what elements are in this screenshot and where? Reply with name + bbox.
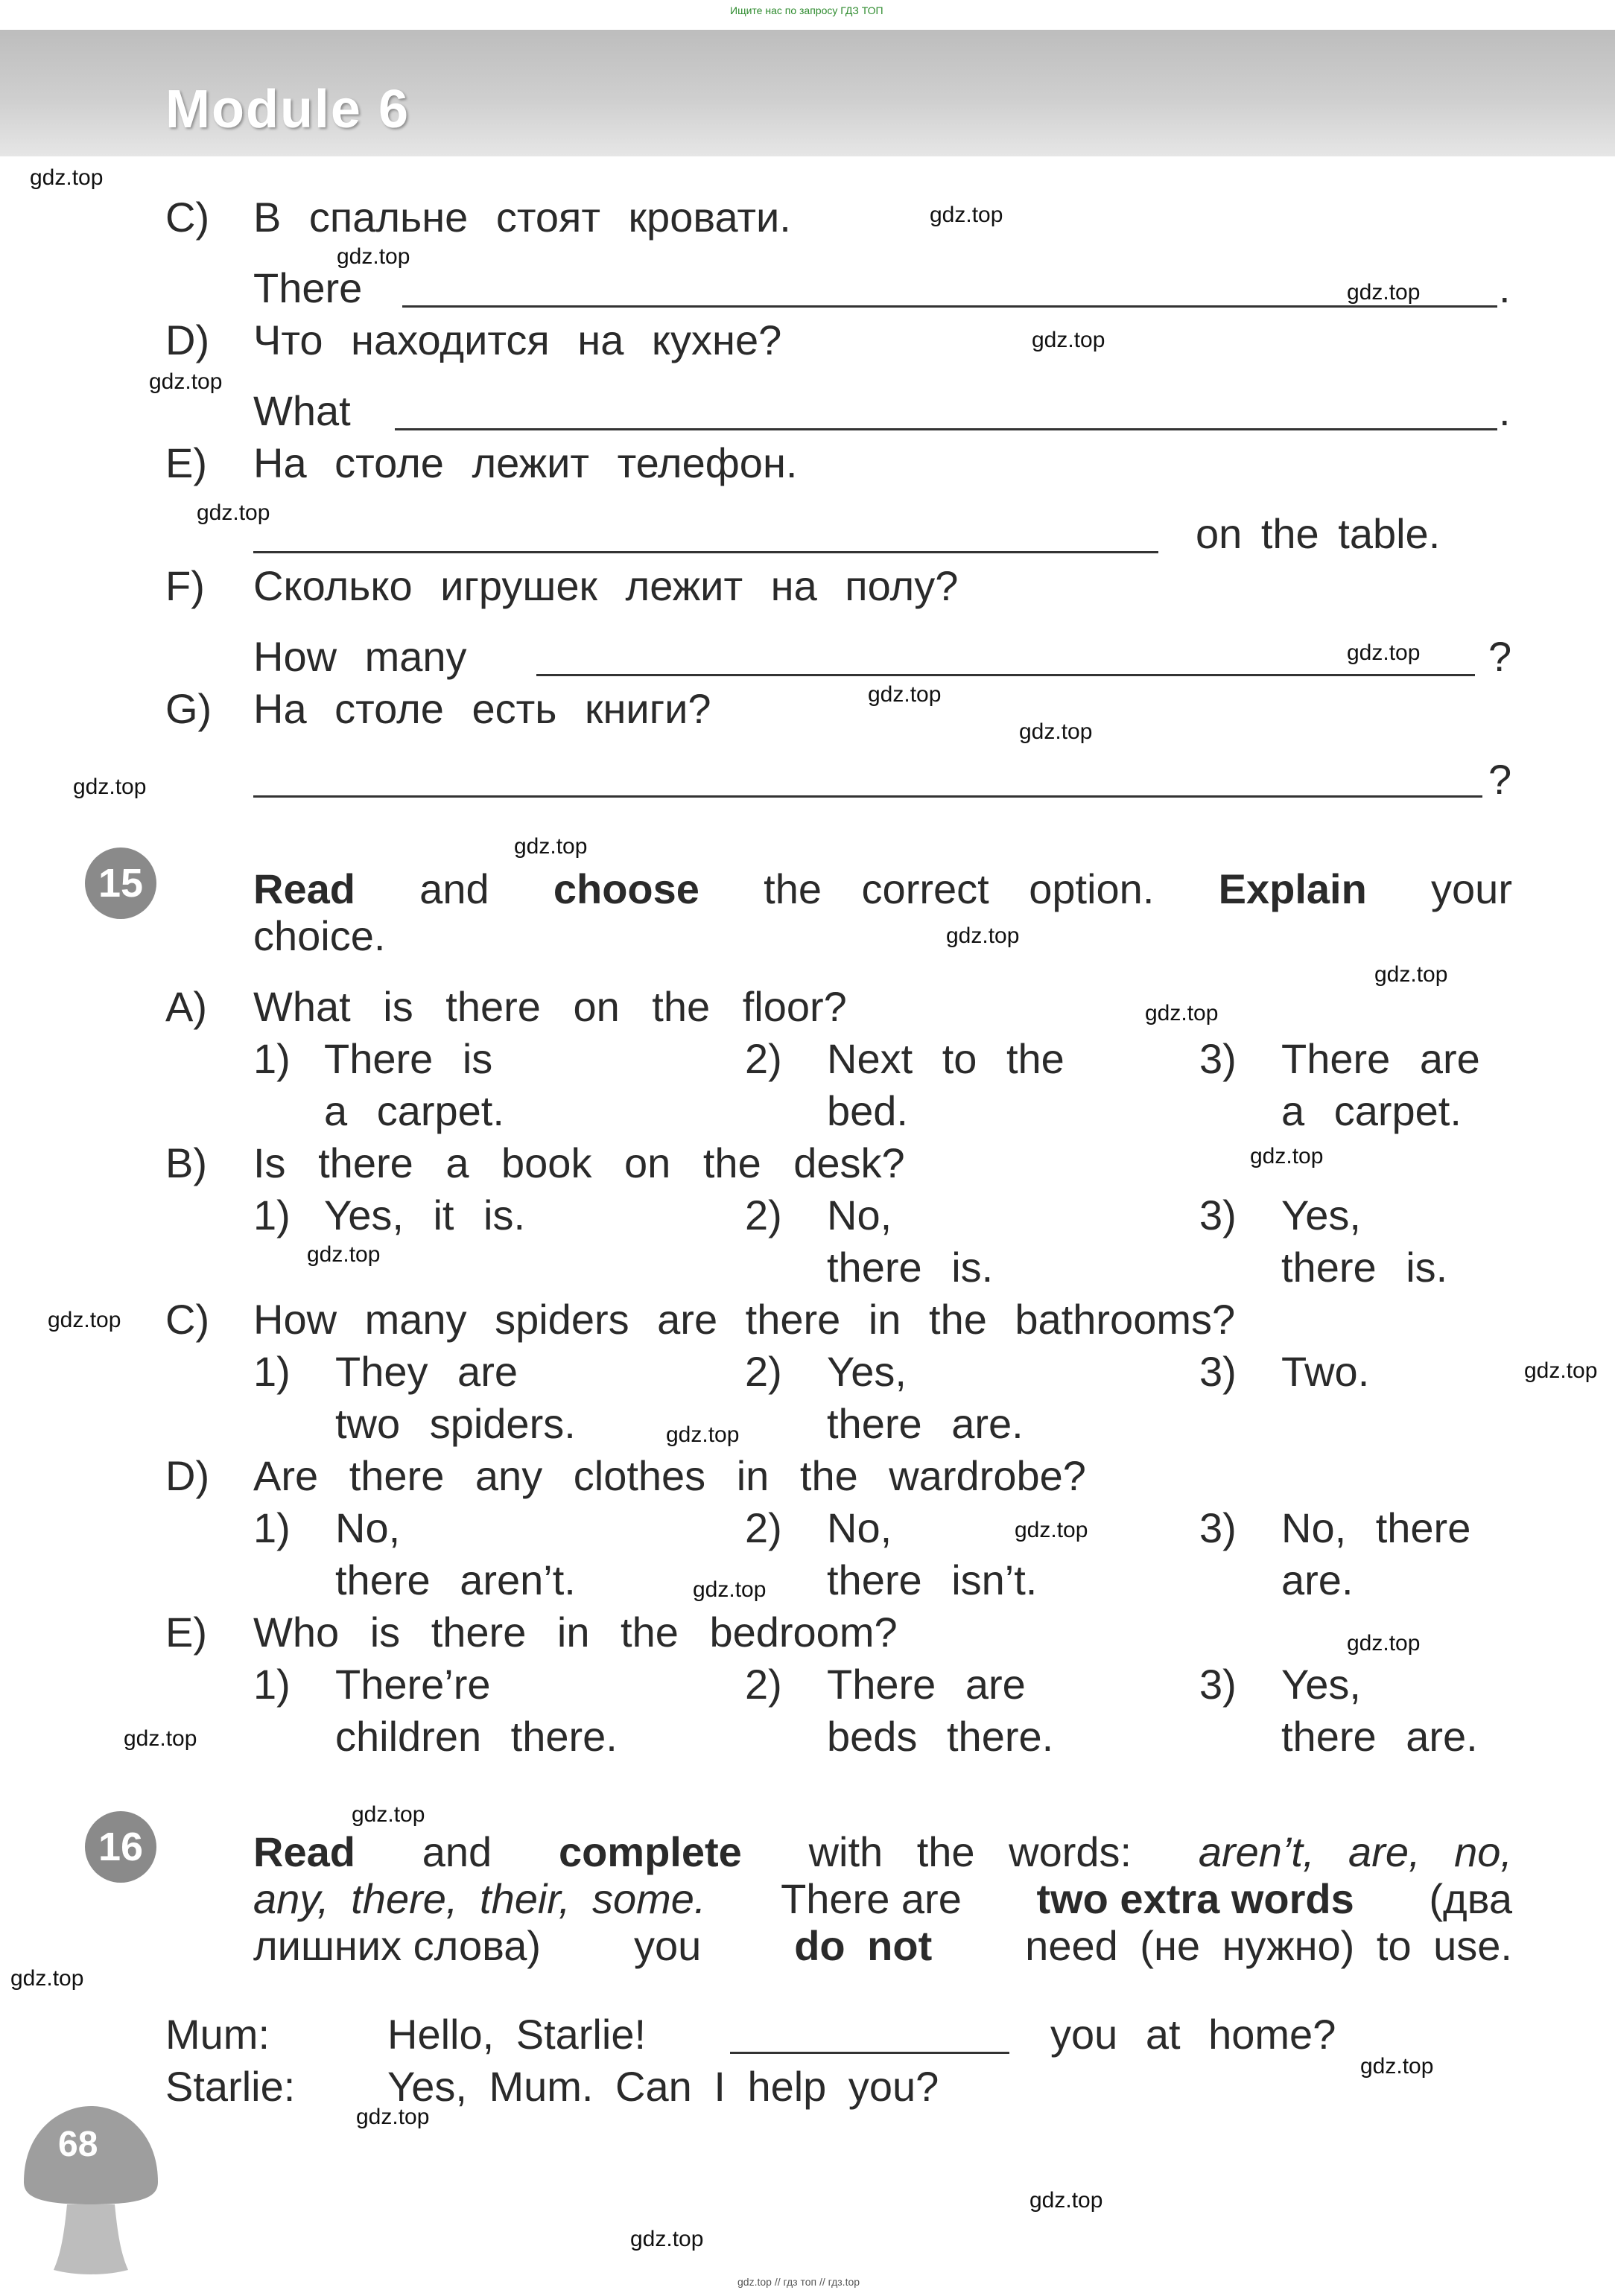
option-text-line-2[interactable]: two spiders. [335,1400,576,1447]
module-title: Module 6 [165,80,410,139]
item-letter: C) [165,194,210,241]
instruction-there-are: There are [781,1875,962,1922]
speaker-mum: Mum: [165,2011,270,2058]
bottom-note: gdz.top // гдз топ // гдз.top [737,2276,860,2288]
answer-end-punctuation: . [1499,387,1511,434]
watermark: gdz.top [946,923,1020,948]
watermark: gdz.top [1360,2054,1434,2079]
watermark: gdz.top [307,1242,381,1267]
instruction-line-2: choice. [253,912,386,959]
answer-start-word: How many [253,633,467,680]
item-letter: F) [165,562,205,609]
item-russian-sentence: В спальне стоят кровати. [253,194,791,241]
option-text-line-2[interactable]: there is. [827,1244,994,1291]
speaker-starlie: Starlie: [165,2063,296,2110]
option-text-line-2[interactable]: children there. [335,1713,618,1760]
option-number: 1) [253,1192,291,1238]
option-text[interactable]: No, [827,1504,892,1551]
instruction-two-extra-words: two extra words [1036,1875,1354,1922]
watermark: gdz.top [352,1802,425,1827]
answer-blank[interactable] [395,428,1497,430]
option-number: 3) [1199,1504,1237,1551]
watermark: gdz.top [356,2105,430,2129]
instruction-need: need (не нужно) to use. [1025,1922,1512,1969]
watermark: gdz.top [1015,1518,1088,1542]
option-number: 2) [745,1192,782,1238]
option-number: 2) [745,1035,782,1082]
option-text-line-2[interactable]: a carpet. [1281,1087,1462,1134]
watermark: gdz.top [1374,962,1448,987]
option-text-line-2[interactable]: there is. [1281,1244,1448,1291]
question-text: Are there any clothes in the wardrobe? [253,1452,1086,1499]
watermark: gdz.top [149,369,223,394]
option-text-line-2[interactable]: bed. [827,1087,908,1134]
instruction-line-1 [253,1828,1512,1876]
option-number: 1) [253,1661,291,1708]
option-number: 2) [745,1504,782,1551]
watermark: gdz.top [1250,1144,1324,1168]
watermark: gdz.top [197,500,270,525]
watermark: gdz.top [1347,1631,1421,1656]
question-letter: B) [165,1139,207,1186]
option-text[interactable]: Next to the [827,1035,1064,1082]
watermark: gdz.top [630,2227,704,2251]
watermark: gdz.top [1524,1358,1598,1383]
watermark: gdz.top [1029,2188,1103,2213]
instruction-choose: choose [553,865,699,912]
option-number: 1) [253,1348,291,1395]
question-letter: C) [165,1296,210,1343]
answer-blank[interactable] [730,2052,1009,2054]
option-text-line-2[interactable]: there isn’t. [827,1556,1038,1603]
word-list-part-2: any, there, their, some. [253,1875,706,1922]
option-number: 3) [1199,1192,1237,1238]
option-text[interactable]: Yes, [1281,1661,1361,1708]
top-search-note: Ищите нас по запросу ГДЗ ТОП [730,4,883,16]
instruction-you: you [633,1922,702,1969]
item-russian-sentence: Что находится на кухне? [253,317,782,363]
option-text-line-2[interactable]: there aren’t. [335,1556,576,1603]
answer-end-punctuation: ? [1488,633,1512,680]
question-text: How many spiders are there in the bathrooms? [253,1296,1236,1343]
dialogue-line-part-2: you at home? [1050,2011,1336,2058]
question-letter: E) [165,1609,207,1656]
option-text[interactable]: Yes, it is. [324,1192,526,1238]
watermark: gdz.top [693,1577,767,1602]
watermark: gdz.top [868,682,942,707]
question-letter: A) [165,983,207,1030]
watermark: gdz.top [1032,328,1105,352]
option-text[interactable]: There are [1281,1035,1480,1082]
option-text-line-2[interactable]: there are. [1281,1713,1478,1760]
item-letter: G) [165,685,212,732]
item-russian-sentence: Сколько игрушек лежит на полу? [253,562,959,609]
item-letter: E) [165,439,207,486]
instruction-read: Read [253,865,355,912]
option-text[interactable]: There are [827,1661,1026,1708]
question-text: What is there on the floor? [253,983,847,1030]
option-number: 1) [253,1035,291,1082]
word-list-part-1: aren’t, are, no, [1198,1828,1512,1875]
item-russian-sentence: На столе лежит телефон. [253,439,798,486]
answer-start-word: There [253,264,363,311]
watermark: gdz.top [514,834,588,859]
module-header [0,30,1615,156]
answer-blank[interactable] [402,305,1497,308]
instruction-russian-part-2: лишних слова) [253,1922,542,1969]
watermark: gdz.top [1347,280,1421,305]
question-letter: D) [165,1452,210,1499]
exercise-number-badge: 16 [85,1811,156,1883]
instruction-and: and [419,865,489,912]
instruction-and: and [422,1828,492,1875]
instruction-rest: the correct option. [764,865,1155,912]
watermark: gdz.top [1347,640,1421,665]
option-text-line-2[interactable]: are. [1281,1556,1354,1603]
instruction-line-2 [253,1875,1512,1923]
watermark: gdz.top [124,1726,197,1751]
item-russian-sentence: На столе есть книги? [253,685,711,732]
answer-end-punctuation: . [1499,264,1511,311]
instruction-read: Read [253,1828,355,1875]
option-text[interactable]: Yes, [827,1348,907,1395]
watermark: gdz.top [30,165,104,190]
option-number: 2) [745,1661,782,1708]
option-number: 2) [745,1348,782,1395]
watermark: gdz.top [73,775,147,799]
dialogue-line: Yes, Mum. Can I help you? [387,2063,939,2110]
dialogue-line-part-1: Hello, Starlie! [387,2011,647,2058]
option-number: 3) [1199,1661,1237,1708]
option-number: 1) [253,1504,291,1551]
instruction-line-3 [253,1922,1512,1970]
answer-start-word: What [253,387,351,434]
watermark: gdz.top [1145,1001,1219,1025]
option-text[interactable]: There is [324,1035,493,1082]
answer-blank[interactable] [253,795,1482,798]
option-text[interactable]: Yes, [1281,1192,1361,1238]
watermark: gdz.top [48,1308,121,1332]
answer-end-punctuation: ? [1488,756,1512,803]
exercise-instruction [253,865,1512,913]
option-text[interactable]: There’re [335,1661,491,1708]
watermark: gdz.top [930,203,1003,227]
instruction-your: your [1431,865,1512,912]
watermark: gdz.top [1019,719,1093,744]
option-text-line-2[interactable]: beds there. [827,1713,1054,1760]
watermark: gdz.top [666,1422,740,1447]
option-number: 3) [1199,1035,1237,1082]
option-number: 3) [1199,1348,1237,1395]
question-text: Who is there in the bedroom? [253,1609,898,1656]
instruction-with-words: with the words: [808,1828,1132,1875]
answer-blank[interactable] [536,674,1475,676]
answer-end-phrase: on the table. [1196,510,1441,557]
exercise-number-badge: 15 [85,848,156,919]
option-text-line-2[interactable]: a carpet. [324,1087,504,1134]
watermark: gdz.top [10,1966,84,1991]
instruction-russian-part-1: (два [1429,1875,1512,1922]
instruction-do-not: do not [794,1922,933,1969]
option-text[interactable]: Two. [1281,1348,1370,1395]
question-text: Is there a book on the desk? [253,1139,905,1186]
option-text[interactable]: They are [335,1348,518,1395]
answer-blank[interactable] [253,551,1158,553]
option-text[interactable]: No, [827,1192,892,1238]
option-text[interactable]: No, [335,1504,401,1551]
watermark: gdz.top [337,244,410,269]
option-text-line-2[interactable]: there are. [827,1400,1024,1447]
instruction-complete: complete [558,1828,742,1875]
instruction-explain: Explain [1218,865,1367,912]
option-text[interactable]: No, there [1281,1504,1471,1551]
page-number: 68 [58,2125,98,2164]
item-letter: D) [165,317,210,363]
